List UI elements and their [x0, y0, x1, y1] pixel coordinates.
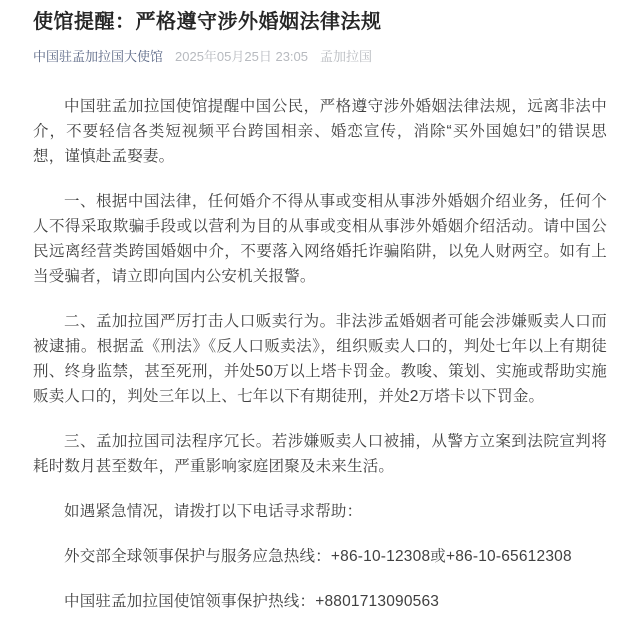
article-body	[33, 94, 607, 614]
article-title: 使馆提醒：严格遵守涉外婚姻法律法规	[33, 11, 382, 33]
article-paragraph: 如遇紧急情况，请拨打以下电话寻求帮助：	[64, 503, 363, 520]
article-paragraph: 三、孟加拉国司法程序冗长。若涉嫌贩卖人口被捕，从警方立案到法院宣判将耗时数月甚至数年，严重影响家庭团聚及未来生活。	[33, 433, 607, 475]
article-paragraph: 二、孟加拉国严厉打击人口贩卖行为。非法涉孟婚姻者可能会涉嫌贩卖人口而被逮捕。根据孟《刑法》《反人口贩卖法》，组织贩卖人口的，判处七年以上有期徒刑、终身监禁，甚至死刑，并处50万以上塔卡罚金。教唆、策划、实施或帮助实施贩卖人口的，判处三年以上、七年以下有期徒刑，并处2万塔卡以下罚金。	[33, 313, 607, 405]
article-paragraph: 一、根据中国法律，任何婚介不得从事或变相从事涉外婚姻介绍业务，任何个人不得采取欺骗手段或以营利为目的从事或变相从事涉外婚姻介绍活动。请中国公民远离经营类跨国婚姻中介，不要落入网络婚托诈骗陷阱，以免人财两空。如有上当受骗者，请立即向国内公安机关报警。	[33, 193, 607, 285]
publish-location: 孟加拉国	[320, 49, 373, 64]
article-paragraph: 外交部全球领事保护与服务应急热线：+86-10-12308或+86-10-65612308	[64, 548, 572, 565]
publish-date: 2025年05月25日 23:05	[175, 49, 308, 64]
article-paragraph: 中国驻孟加拉国使馆提醒中国公民，严格遵守涉外婚姻法律法规，远离非法中介，不要轻信各类短视频平台跨国相亲、婚恋宣传，消除“买外国媳妇”的错误思想，谨慎赴孟娶妻。	[33, 98, 607, 165]
article-paragraph: 中国驻孟加拉国使馆领事保护热线：+8801713090563	[64, 593, 440, 610]
byline	[33, 48, 607, 66]
publisher-link[interactable]: 中国驻孟加拉国大使馆	[33, 49, 164, 64]
